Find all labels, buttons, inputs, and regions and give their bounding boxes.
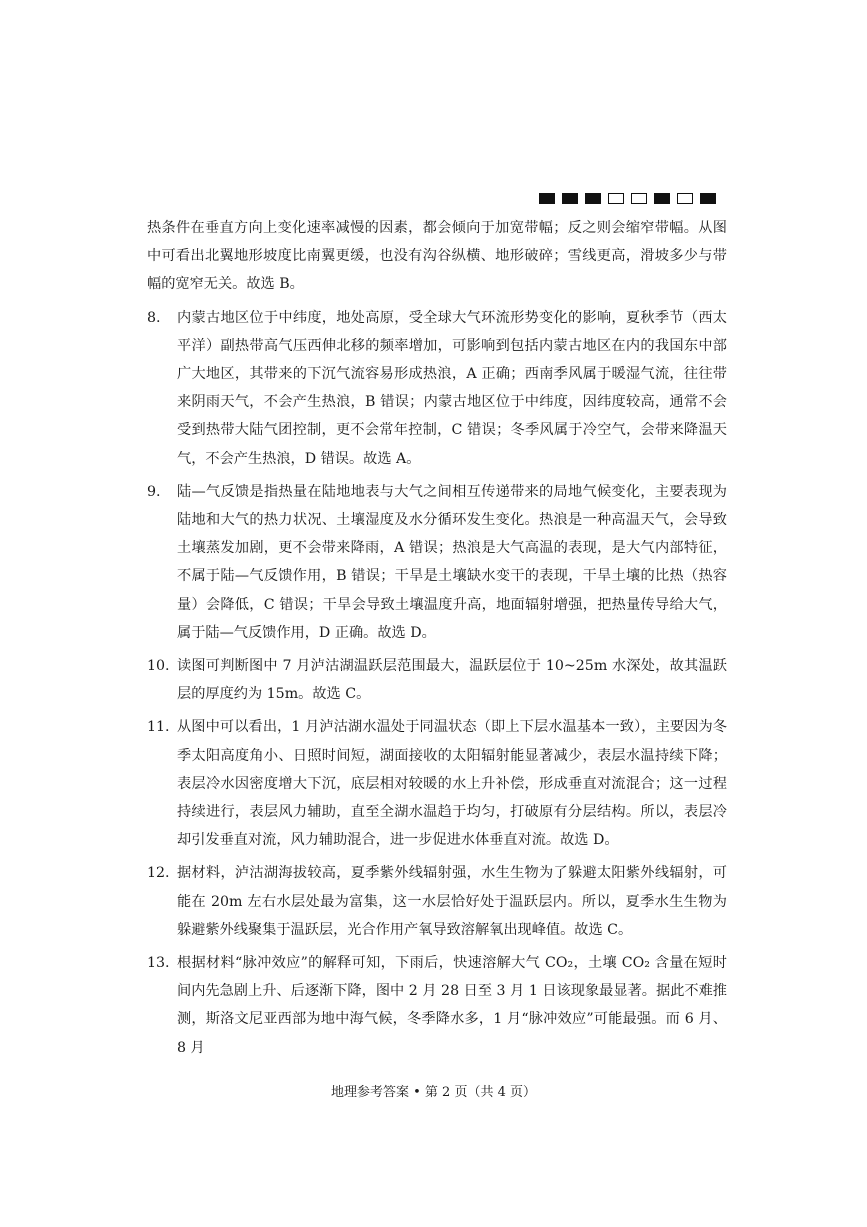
intro-paragraph: 热条件在垂直方向上变化速率减慢的因素，都会倾向于加宽带幅；反之则会缩窄带幅。从图中可看出北翼地形坡度比南翼更缓，也没有沟谷纵横、地形破碎；雪线更高，滑坡多少与带幅的宽窄无关。故选 B。	[147, 220, 727, 293]
header-square-marks	[539, 193, 716, 204]
square-mark	[631, 193, 647, 204]
square-mark	[539, 193, 555, 204]
page-footer: 地理参考答案 • 第 2 页（共 4 页）	[330, 1085, 536, 1100]
square-mark	[654, 193, 670, 204]
square-mark	[585, 193, 601, 204]
item-text: 陆—气反馈是指热量在陆地地表与大气之间相互传递带来的局地气候变化，主要表现为陆地和大气的热力状况、土壤湿度及水分循环发生变化。热浪是一种高温天气，会导致土壤蒸发加剧，更不会带来降雨，A 错误；热浪是大气高温的表现，是大气内部特征，不属于陆—气反馈作用，B 错误；干旱是土壤缺水变干的表现，干旱土壤的比热（热容量）会降低，C 错误；干旱会导致土壤温度升高，地面辐射增强，把热量传导给大气，属于陆—气反馈作用，D 正确。故选 D。	[177, 483, 727, 641]
answer-item-13	[147, 949, 727, 1062]
item-number: 9.	[147, 483, 161, 500]
item-number: 10.	[147, 658, 170, 675]
answer-item-8	[147, 304, 727, 473]
item-number: 8.	[147, 309, 161, 326]
square-mark	[700, 193, 716, 204]
item-text: 内蒙古地区位于中纬度，地处高原，受全球大气环流形势变化的影响，夏秋季节（西太平洋）副热带高气压西伸北移的频率增加，可影响到包括内蒙古地区在内的我国东中部广大地区，其带来的下沉气流容易形成热浪，A 正确；西南季风属于暖湿气流，往往带来阴雨天气，不会产生热浪，B 错误；内蒙古地区位于中纬度，因纬度较高，通常不会受到热带大陆气团控制，更不会常年控制，C 错误；冬季风属于冷空气，会带来降温天气，不会产生热浪，D 错误。故选 A。	[177, 309, 727, 467]
square-mark	[677, 193, 693, 204]
item-number: 12.	[147, 865, 170, 882]
answer-item-9	[147, 478, 727, 647]
answer-item-12	[147, 859, 727, 944]
item-text: 读图可判断图中 7 月泸沽湖温跃层范围最大，温跃层位于 10~25m 水深处，故其温跃层的厚度约为 15m。故选 C。	[177, 658, 727, 703]
answer-item-11	[147, 713, 727, 854]
item-text: 据材料，泸沽湖海拔较高，夏季紫外线辐射强，水生生物为了躲避太阳紫外线辐射，可能在 20m 左右水层处最为富集，这一水层恰好处于温跃层内。所以，夏季水生生物为躲避紫外线聚集于温跃层，光合作用产氧导致溶解氧出现峰值。故选 C。	[177, 865, 727, 938]
square-mark	[562, 193, 578, 204]
item-number: 13.	[147, 955, 170, 972]
answer-content	[147, 214, 727, 1067]
answer-item-10	[147, 652, 727, 708]
item-text: 根据材料“脉冲效应”的解释可知，下雨后，快速溶解大气 CO₂，土壤 CO₂ 含量在短时间内先急剧上升、后逐渐下降，图中 2 月 28 日至 3 月 1 日该现象最显著。据此不难推测，斯洛文尼亚西部为地中海气候，冬季降水多，1 月“脉冲效应”可能最强。而 6 月、8 月	[177, 955, 727, 1056]
square-mark	[608, 193, 624, 204]
item-number: 11.	[147, 719, 170, 736]
item-text: 从图中可以看出，1 月泸沽湖水温处于同温状态（即上下层水温基本一致），主要因为冬季太阳高度角小、日照时间短，湖面接收的太阳辐射能显著减少，表层水温持续下降；表层冷水因密度增大下沉，底层相对较暖的水上升补偿，形成垂直对流混合；这一过程持续进行，表层风力辅助，直至全湖水温趋于均匀，打破原有分层结构。所以，表层冷却引发垂直对流，风力辅助混合，进一步促进水体垂直对流。故选 D。	[177, 719, 727, 849]
